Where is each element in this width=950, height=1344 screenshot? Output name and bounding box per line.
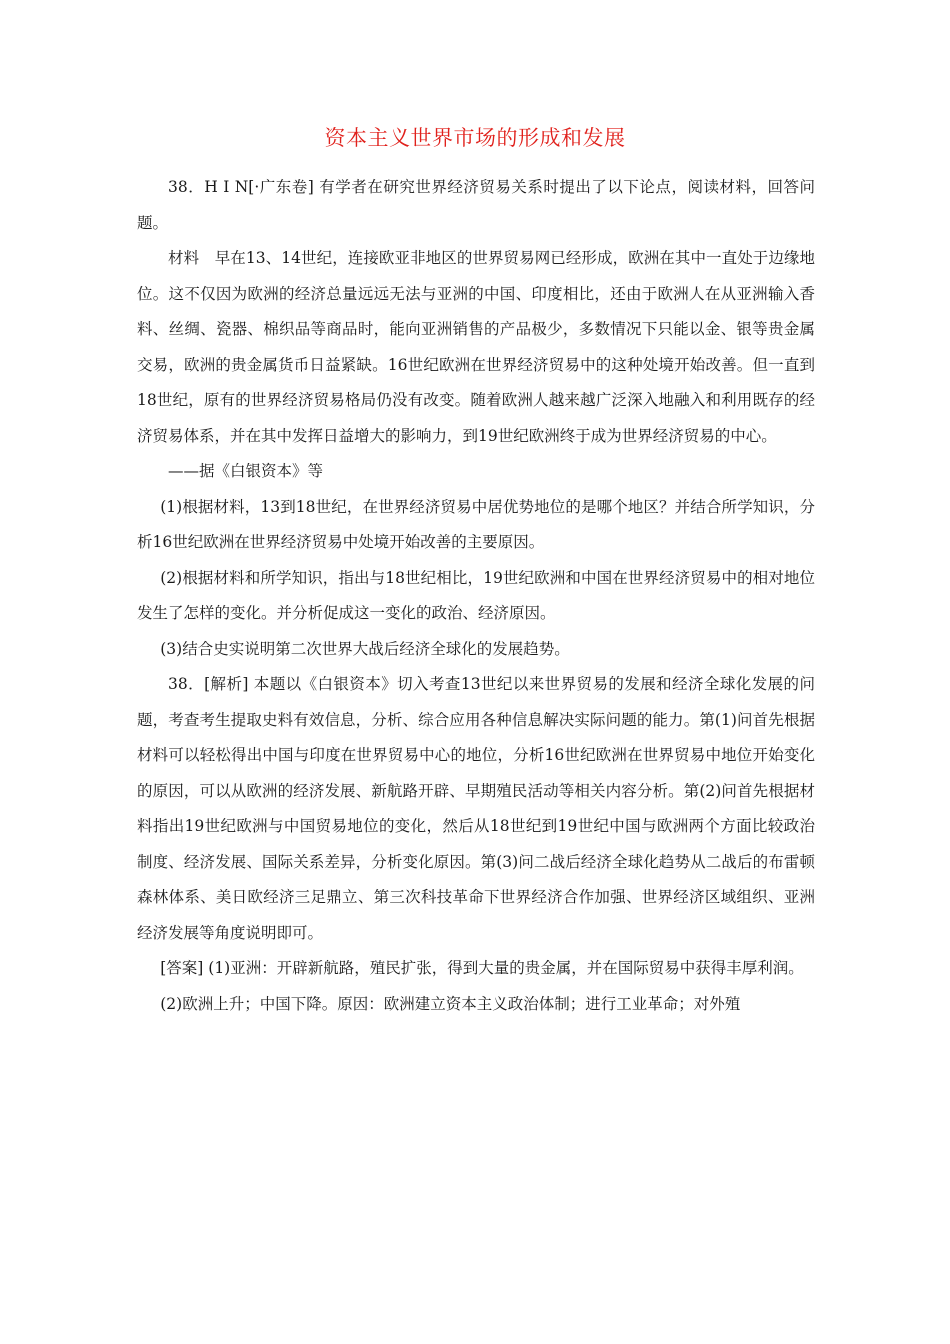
answer-2: (2)欧洲上升；中国下降。原因：欧洲建立资本主义政治体制；进行工业革命；对外殖 — [160, 994, 741, 1013]
document-body — [137, 170, 815, 1022]
material-source: ——据《白银资本》等 — [168, 462, 324, 480]
question-2: (2)根据材料和所学知识，指出与18世纪相比，19世纪欧洲和中国在世界经济贸易中的相对地位发生了怎样的变化。并分析促成这一变化的政治、经济原因。 — [137, 568, 815, 622]
analysis-paragraph: 38．[解析] 本题以《白银资本》切入考查13世纪以来世界贸易的发展和经济全球化发展的问题，考查考生提取史料有效信息，分析、综合应用各种信息解决实际问题的能力。第(1)问首先根据材料可以轻松得出中国与印度在世界贸易中心的地位，分析16世纪欧洲在世界贸易中地位开始变化的原因，可以从欧洲的经济发展、新航路开辟、早期殖民活动等相关内容分析。第(2)问首先根据材料指出19世纪欧洲与中国贸易地位的变化，然后从18世纪到19世纪中国与欧洲两个方面比较政治制度、经济发展、国际关系差异，分析变化原因。第(3)问二战后经济全球化趋势从二战后的布雷顿森林体系、美日欧经济三足鼎立、第三次科技革命下世界经济合作加强、世界经济区域组织、亚洲经济发展等角度说明即可。 — [137, 675, 815, 942]
document-title: 资本主义世界市场的形成和发展 — [324, 126, 626, 150]
material-paragraph: 材料 早在13、14世纪，连接欧亚非地区的世界贸易网已经形成，欧洲在其中一直处于边缘地位。这不仅因为欧洲的经济总量远远无法与亚洲的中国、印度相比，还由于欧洲人在从亚洲输入香料、丝绸、瓷器、棉织品等商品时，能向亚洲销售的产品极少，多数情况下只能以金、银等贵金属交易，欧洲的贵金属货币日益紧缺。16世纪欧洲在世界经济贸易中的这种处境开始改善。但一直到18世纪，原有的世界经济贸易格局仍没有改变。随着欧洲人越来越广泛深入地融入和利用既存的经济贸易体系，并在其中发挥日益增大的影响力，到19世纪欧洲终于成为世界经济贸易的中心。 — [137, 249, 815, 445]
question-intro: 38．H I N[·广东卷] 有学者在研究世界经济贸易关系时提出了以下论点，阅读材料，回答问题。 — [137, 178, 815, 232]
question-1: (1)根据材料，13到18世纪，在世界经济贸易中居优势地位的是哪个地区？并结合所学知识，分析16世纪欧洲在世界经济贸易中处境开始改善的主要原因。 — [137, 497, 815, 551]
answer-1: [答案] (1)亚洲：开辟新航路，殖民扩张，得到大量的贵金属，并在国际贸易中获得丰厚利润。 — [160, 959, 804, 977]
question-3: (3)结合史实说明第二次世界大战后经济全球化的发展趋势。 — [160, 639, 570, 658]
